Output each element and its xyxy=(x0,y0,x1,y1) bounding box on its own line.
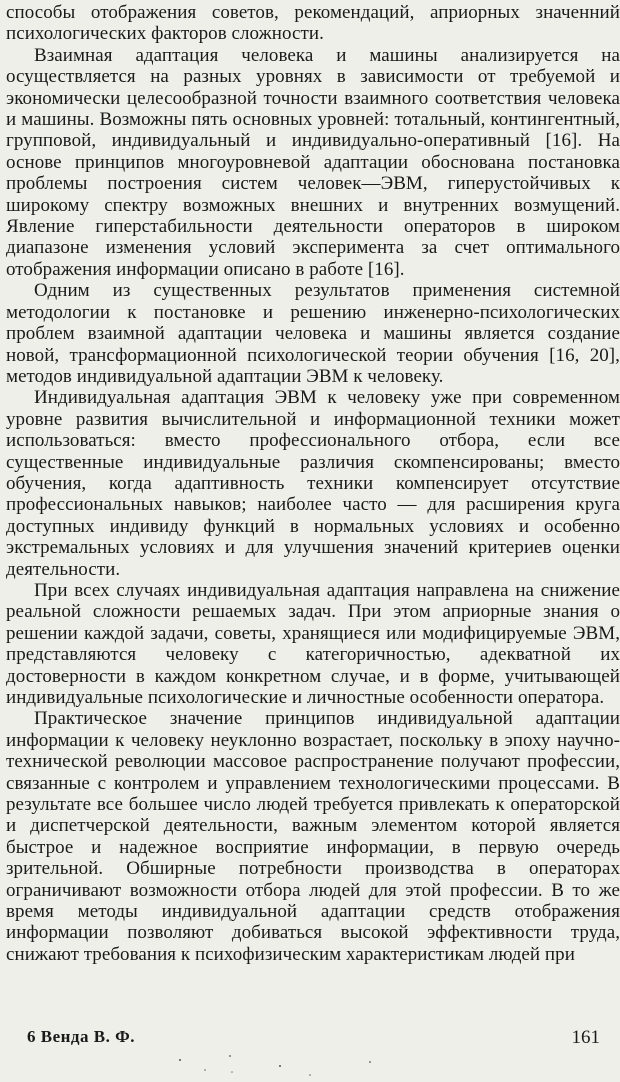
page-footer xyxy=(27,1027,600,1051)
paragraph-2: Взаимная адаптация человека и машины анализируется на осуществляется на разных уровнях в зависимости от требуемой и экономически целесообразной точности взаимного соответствия человека и машины. Возможны пять основных уровней: тотальный, контингентный, групповой, индивидуальный и индивидуально-оперативный [16]. На основе принципов многоуровневой адаптации обоснована постановка проблемы построения систем человек—ЭВМ, гиперустойчивых к широкому спектру возможных внешних и внутренних возмущений. Явление гиперстабильности деятельности операторов в широком диапазоне изменения условий эксперимента за счет оптимального отображения информации описано в работе [16]. xyxy=(6,44,620,280)
paragraph-6: Практическое значение принципов индивидуальной адаптации информации к человеку неуклонно возрастает, поскольку в эпоху научно-технической революции массовое распространение получают профессии, связанные с контролем и управлением технологическими процессами. В результате все большее число людей требуется привлекать к операторской и диспетчерской деятельности, важным элементом которой является быстрое и надежное восприятие информации, в первую очередь зрительной. Обширные потребности производства в операторах ограничивают возможности отбора людей для этой профессии. В то же время методы индивидуальной адаптации средств отображения информации позволяют добиваться высокой эффективности труда, снижают требования к психофизическим характеристикам людей при xyxy=(6,708,620,965)
paragraph-5: При всех случаях индивидуальная адаптация направлена на снижение реальной сложности решаемых задач. При этом априорные знания о решении каждой задачи, советы, хранящиеся или модифицируемые ЭВМ, представляются человеку с категоричностью, адекватной их достоверности в каждом конкретном случае, и в форме, учитывающей индивидуальные психологические и личностные особенности оператора. xyxy=(6,579,620,708)
scan-specks xyxy=(160,1050,460,1080)
paragraph-4: Индивидуальная адаптация ЭВМ к человеку уже при современном уровне развития вычислительной и информационной техники может использоваться: вместо профессионального отбора, если все существенные индивидуальные различия скомпенсированы; вместо обучения, когда адаптивность техники компенсирует отсутствие профессиональных навыков; наиболее часто — для расширения круга доступных индивиду функций в нормальных условиях и особенно экстремальных условиях и для улучшения значений критериев оценки деятельности. xyxy=(6,387,620,580)
body-text xyxy=(6,2,620,965)
signature-mark: 6 Венда В. Ф. xyxy=(27,1027,135,1046)
page-number: 161 xyxy=(571,1027,600,1048)
paragraph-3: Одним из существенных результатов применения системной методологии к постановке и решению инженерно-психологических проблем взаимной адаптации человека и машины является создание новой, трансформационной психологической теории обучения [16, 20], методов индивидуальной адаптации ЭВМ к человеку. xyxy=(6,280,620,387)
paragraph-1: способы отображения советов, рекомендаций, априорных значенний психологических факторов сложности. xyxy=(6,2,620,45)
